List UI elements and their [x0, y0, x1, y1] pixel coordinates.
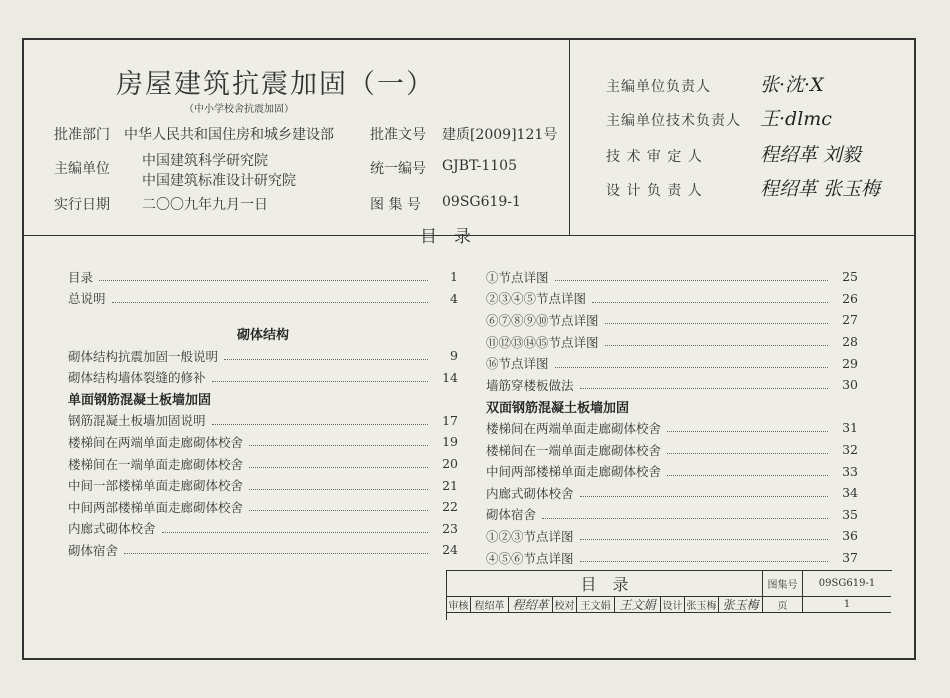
toc-entry-page: 23 [442, 520, 458, 536]
toc-entry-page: 4 [450, 290, 458, 306]
toc-entry[interactable] [486, 460, 858, 482]
toc-entry-title: 楼梯间在一端单面走廊砌体校舍 [68, 456, 244, 472]
review-label: 审核 [447, 597, 471, 613]
toc-entry[interactable] [486, 331, 858, 353]
toc-leader-dots [667, 445, 828, 454]
approval-dept-value: 中华人民共和国住房和城乡建设部 [124, 127, 334, 143]
check-name: 王文娟 [577, 597, 615, 613]
chief-unit-value-1: 中国建筑科学研究院 [142, 153, 268, 169]
check-label: 校对 [553, 597, 577, 613]
page-label: 页 [763, 597, 803, 613]
toc-entry-page: 25 [842, 269, 858, 285]
toc-entry[interactable] [68, 518, 458, 540]
toc-entry[interactable] [68, 431, 458, 453]
toc-leader-dots [99, 272, 428, 281]
review-signature: 程绍革 [509, 597, 553, 613]
toc-leader-dots [605, 337, 828, 346]
toc-entry[interactable] [486, 417, 858, 439]
toc-leader-dots [592, 294, 828, 303]
header-right-panel [570, 40, 916, 236]
toc-entry-title: 目录 [68, 269, 94, 285]
toc-leader-dots [224, 351, 428, 360]
toc-entry-page: 32 [842, 442, 858, 458]
signature-chief-unit-head: 张·沈·X [760, 74, 824, 96]
toc-entry-title: ①②③节点详图 [486, 528, 574, 544]
toc-leader-dots [249, 481, 428, 490]
toc-entry[interactable] [486, 309, 858, 331]
toc-entry-title: 内廊式砌体校舍 [68, 521, 156, 537]
toc-leader-dots [542, 510, 828, 519]
atlas-subtitle: （中小学校舍抗震加固） [184, 104, 294, 115]
toc-leader-dots [555, 272, 828, 281]
toc-entry-page: 17 [442, 412, 458, 428]
unified-no-value: GJBT-1105 [442, 158, 517, 174]
toc-entry-title: 楼梯间在两端单面走廊砌体校舍 [68, 434, 244, 450]
title-block-atlas-label: 图集号 [763, 571, 803, 597]
toc-entry-title: 楼梯间在两端单面走廊砌体校舍 [486, 420, 662, 436]
toc-entry[interactable] [68, 453, 458, 475]
toc-entry[interactable] [486, 288, 858, 310]
toc-leader-dots [249, 502, 428, 511]
toc-entry-title: 砌体结构墙体裂缝的修补 [68, 370, 206, 386]
toc-leader-dots [580, 531, 828, 540]
toc-section-heading: 砌体结构 [236, 328, 289, 344]
toc-leader-dots [580, 553, 828, 562]
toc-leader-dots [162, 524, 428, 533]
toc-spacer [68, 309, 458, 323]
approval-no-value: 建质[2009]121号 [442, 127, 558, 143]
chief-unit-label: 主编单位 [54, 161, 110, 177]
toc-leader-dots [212, 373, 428, 382]
toc-entry[interactable] [68, 410, 458, 432]
toc-entry[interactable] [68, 366, 458, 388]
effective-date-value: 二〇〇九年九月一日 [142, 197, 268, 213]
toc-entry-page: 29 [842, 355, 858, 371]
design-name: 张玉梅 [685, 597, 719, 613]
toc-entry[interactable] [486, 352, 858, 374]
role-chief-unit-head: 主编单位负责人 [606, 79, 711, 95]
toc-leader-dots [667, 423, 828, 432]
design-signature: 张玉梅 [719, 597, 763, 613]
toc-entry-page: 19 [442, 434, 458, 450]
toc-entry-title: 内廊式砌体校舍 [486, 485, 574, 501]
unified-no-label: 统一编号 [370, 161, 426, 177]
toc-entry-page: 36 [842, 528, 858, 544]
toc-entry-page: 35 [842, 506, 858, 522]
title-block-title: 目 录 [447, 571, 763, 597]
toc-entry-page: 28 [842, 334, 858, 350]
atlas-no-value: 09SG619-1 [442, 194, 521, 210]
header-left-panel [24, 40, 570, 236]
toc-entry-title: 砌体宿舍 [68, 542, 119, 558]
role-design-lead: 设 计 负 责 人 [606, 183, 703, 199]
toc-entry[interactable] [68, 539, 458, 561]
toc-leader-dots [212, 416, 428, 425]
toc-entry-title: 中间两部楼梯单面走廊砌体校舍 [486, 464, 662, 480]
signature-tech-reviewer: 程绍革 刘毅 [760, 144, 862, 166]
toc-entry-page: 24 [442, 542, 458, 558]
toc-entry[interactable] [486, 547, 858, 569]
toc-entry-title: 中间一部楼梯单面走廊砌体校舍 [68, 478, 244, 494]
approval-no-label: 批准文号 [370, 127, 426, 143]
toc-leader-dots [580, 380, 828, 389]
toc-leader-dots [605, 315, 828, 324]
toc-entry-page: 22 [442, 499, 458, 515]
toc-entry-page: 26 [842, 290, 858, 306]
page-value: 1 [803, 597, 891, 613]
toc-left-column [68, 266, 458, 561]
toc-entry-title: ⑯节点详图 [486, 356, 549, 372]
toc-leader-dots [249, 459, 428, 468]
toc-entry-title: ②③④⑤节点详图 [486, 291, 587, 307]
toc-entry-page: 9 [450, 348, 458, 364]
toc-leader-dots [112, 294, 428, 303]
effective-date-label: 实行日期 [54, 197, 110, 213]
toc-entry[interactable] [486, 504, 858, 526]
signature-chief-tech-head: 王·dlmc [760, 108, 832, 130]
review-name: 程绍革 [471, 597, 509, 613]
toc-entry-title: 总说明 [68, 291, 106, 307]
design-label: 设计 [661, 597, 685, 613]
toc-entry[interactable] [68, 496, 458, 518]
signature-design-lead: 程绍革 张玉梅 [760, 178, 881, 200]
toc-entry[interactable] [68, 345, 458, 367]
toc-entry[interactable] [486, 374, 858, 396]
toc-section-heading: 单面钢筋混凝土板墙加固 [68, 393, 212, 409]
toc-leader-dots [555, 359, 828, 368]
toc-entry[interactable] [486, 482, 858, 504]
toc-entry-page: 27 [842, 312, 858, 328]
toc-entry[interactable] [486, 525, 858, 547]
toc-entry-page: 34 [842, 485, 858, 501]
toc-leader-dots [249, 437, 428, 446]
toc-right-column [486, 266, 858, 568]
toc-entry-page: 30 [842, 377, 858, 393]
toc-entry[interactable] [486, 266, 858, 288]
toc-entry[interactable] [68, 266, 458, 288]
chief-unit-value-2: 中国建筑标准设计研究院 [142, 173, 296, 189]
toc-entry[interactable] [486, 439, 858, 461]
toc-entry-page: 14 [442, 369, 458, 385]
toc-leader-dots [667, 467, 828, 476]
toc-entry-title: ①节点详图 [486, 269, 549, 285]
toc-leader-dots [124, 545, 428, 554]
toc-entry[interactable] [68, 474, 458, 496]
toc-entry-page: 20 [442, 456, 458, 472]
toc-entry[interactable] [68, 288, 458, 310]
toc-entry-title: 砌体宿舍 [486, 507, 537, 523]
atlas-title: 房屋建筑抗震加固（一） [116, 69, 435, 100]
toc-entry-title: 砌体结构抗震加固一般说明 [68, 348, 219, 364]
check-signature: 王文娟 [615, 597, 661, 613]
toc-entry-title: 楼梯间在一端单面走廊砌体校舍 [486, 442, 662, 458]
toc-entry-page: 33 [842, 463, 858, 479]
toc-entry-title: 钢筋混凝土板墙加固说明 [68, 413, 206, 429]
toc-entry-title: ④⑤⑥节点详图 [486, 550, 574, 566]
atlas-no-label: 图 集 号 [370, 197, 421, 213]
title-block [446, 570, 892, 620]
toc-entry-title: ⑥⑦⑧⑨⑩节点详图 [486, 312, 599, 328]
toc-entry-page: 21 [442, 477, 458, 493]
toc-entry-page: 37 [842, 550, 858, 566]
toc-entry-title: 中间两部楼梯单面走廊砌体校舍 [68, 499, 244, 515]
approval-dept-label: 批准部门 [54, 127, 110, 143]
role-chief-tech-head: 主编单位技术负责人 [606, 113, 741, 129]
toc-entry-title: 墙筋穿楼板做法 [486, 377, 574, 393]
toc-entry-page: 31 [842, 420, 858, 436]
title-block-atlas-value: 09SG619-1 [803, 571, 891, 597]
role-tech-reviewer: 技 术 审 定 人 [606, 149, 703, 165]
toc-title: 目 录 [420, 227, 471, 247]
toc-entry-title: ⑪⑫⑬⑭⑮节点详图 [486, 334, 599, 350]
toc-section-heading: 双面钢筋混凝土板墙加固 [486, 400, 630, 416]
toc-leader-dots [580, 488, 828, 497]
toc-entry-page: 1 [450, 269, 458, 285]
